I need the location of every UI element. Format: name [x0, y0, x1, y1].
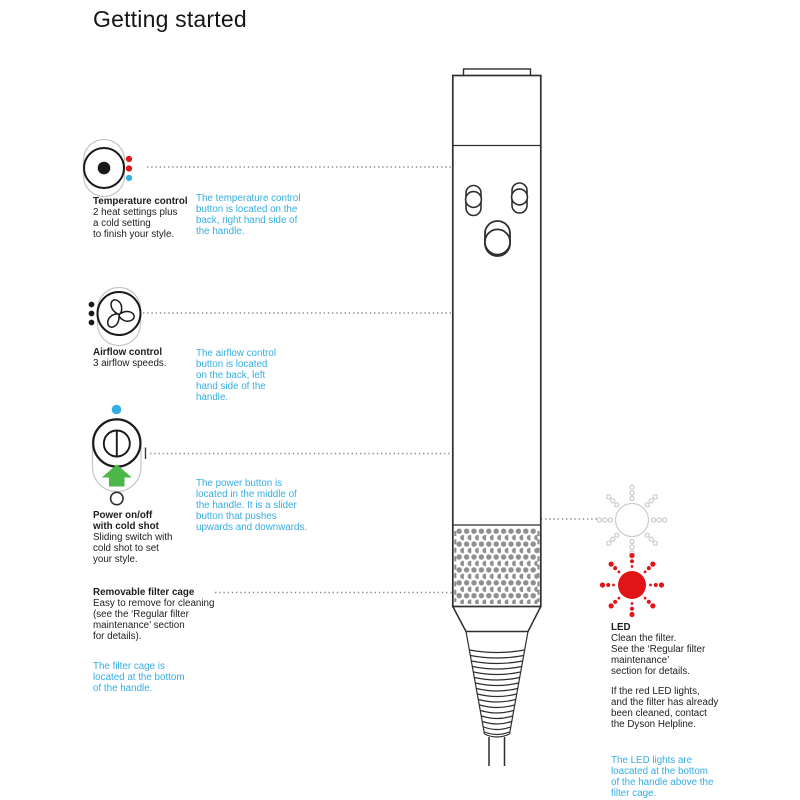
- led-red-icon: [600, 553, 664, 617]
- heat-dot-2: [126, 165, 132, 171]
- hair-dryer-illustration: [453, 69, 541, 766]
- filter-body: Easy to remove for cleaning (see the ‘Regular filter maintenance’ section for details).: [93, 598, 215, 642]
- led-note: The LED lights are loacated at the bottom of the handle above the filter cage.: [611, 755, 714, 799]
- slider-end-dot: [111, 492, 123, 504]
- led-body-2: If the red LED lights, and the filter has already been cleaned, contact the Dyson Helpline.: [611, 686, 719, 730]
- power-slider-drawing: [485, 221, 510, 256]
- speed-dot-3: [89, 320, 95, 326]
- blue-indicator-dot: [112, 405, 122, 415]
- temperature-heading: Temperature control: [93, 196, 188, 207]
- speed-dot-2: [89, 311, 95, 317]
- led-body: Clean the filter. See the ‘Regular filter maintenance’ section for details.: [611, 633, 706, 677]
- filter-heading: Removable filter cage: [93, 587, 195, 598]
- temperature-button-drawing: [512, 183, 528, 213]
- power-heading: Power on/off with cold shot: [93, 510, 159, 532]
- device-base-taper: [453, 607, 541, 632]
- filter-section: [93, 587, 238, 642]
- temperature-body: 2 heat settings plus a cold setting to finish your style.: [93, 207, 178, 240]
- temperature-note: The temperature control button is located on the back, right hand side of the handle.: [196, 193, 301, 237]
- airflow-body: 3 airflow speeds.: [93, 358, 167, 369]
- airflow-note: The airflow control button is located on the back, left hand side of the handle.: [196, 348, 277, 403]
- device-body: [453, 76, 541, 607]
- filter-cage-mesh: [455, 529, 538, 605]
- page-title: Getting started: [93, 6, 247, 32]
- filter-note: The filter cage is located at the bottom of the handle.: [93, 661, 185, 694]
- speed-dot-1: [89, 302, 95, 308]
- power-cord: [466, 632, 528, 767]
- power-body: Sliding switch with cold shot to set your style.: [93, 532, 173, 565]
- heat-dot-1: [126, 156, 132, 162]
- airflow-button-drawing: [466, 186, 482, 216]
- led-section: [611, 622, 751, 730]
- power-switch-icon: [93, 405, 142, 505]
- power-note: The power button is located in the middle of the handle. It is a slider button that pushes upwards and downwards.: [196, 478, 308, 533]
- airflow-heading: Airflow control: [93, 347, 163, 358]
- cold-dot: [126, 175, 132, 181]
- airflow-control-icon: [89, 288, 141, 346]
- temperature-control-icon: [84, 140, 133, 197]
- led-white-icon: [597, 485, 667, 555]
- led-heading: LED: [611, 622, 631, 633]
